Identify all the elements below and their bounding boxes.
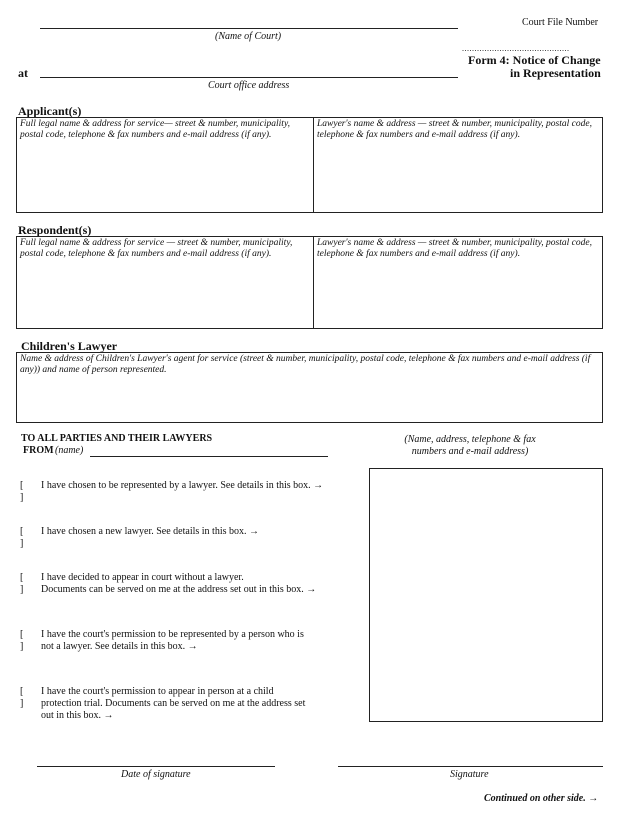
respondents-table — [16, 236, 603, 329]
right-caption-line2: numbers and e-mail address) — [411, 446, 529, 457]
respondent-lawyer-field[interactable] — [314, 237, 604, 261]
applicant-name-label: Full legal name & address for service— street & number, municipality, postal code, telephone & fax numbers and e-mail address (if any). — [20, 119, 291, 140]
checkbox-non-lawyer-representative[interactable]: [ ] — [20, 629, 24, 652]
checkbox-represented-by-lawyer[interactable]: [ ] — [20, 480, 24, 503]
date-of-signature-line[interactable] — [37, 766, 275, 767]
applicant-lawyer-field[interactable] — [314, 118, 604, 142]
court-file-number-label: Court File Number — [522, 17, 599, 28]
signature-line[interactable] — [338, 766, 603, 767]
at-label: at — [18, 66, 28, 80]
childrens-lawyer-label: Name & address of Children's Lawyer's agent for service (street & number, municipality, postal code, telephone & fax numbers and e-mail address (if any)) and name of person represented. — [20, 354, 591, 375]
applicants-title: Applicant(s) — [18, 104, 82, 118]
option-text: I have the court's permission to be represented by a person who is — [41, 629, 304, 640]
option-text: I have chosen to be represented by a lawyer. See details in this box. → — [41, 480, 324, 491]
option-text: I have the court's permission to appear in person at a child — [41, 686, 274, 697]
continued-note: Continued on other side. → — [484, 793, 599, 804]
court-office-address-caption: Court office address — [208, 80, 290, 91]
option-text: protection trial. Documents can be served on me at the address set — [41, 698, 306, 709]
checkbox-new-lawyer[interactable]: [ ] — [20, 526, 24, 549]
form-title-line1: Form 4: Notice of Change — [468, 53, 601, 67]
form-title-line2: in Representation — [510, 66, 601, 80]
date-of-signature-caption: Date of signature — [121, 769, 191, 780]
option-text: I have decided to appear in court without a lawyer. — [41, 572, 244, 583]
respondent-name-field[interactable] — [17, 237, 315, 261]
court-office-address-line[interactable] — [40, 77, 458, 78]
checkbox-appear-in-person[interactable]: [ ] — [20, 686, 24, 709]
childrens-lawyer-title: Children's Lawyer — [21, 339, 118, 353]
to-all-parties-heading: TO ALL PARTIES AND THEIR LAWYERS — [21, 433, 213, 444]
option-text: not a lawyer. See details in this box. → — [41, 641, 198, 652]
right-caption-line1: (Name, address, telephone & fax — [404, 434, 536, 445]
name-of-court-line[interactable] — [40, 28, 458, 29]
respondent-name-label: Full legal name & address for service — street & number, municipality, postal code, telephone & fax numbers and e-mail address (if any). — [20, 238, 293, 259]
checkbox-without-lawyer[interactable]: [ ] — [20, 572, 24, 595]
signature-caption: Signature — [450, 769, 489, 780]
respondent-lawyer-label: Lawyer's name & address — street & number, municipality, postal code, telephone & fax numbers and e-mail address (if any). — [317, 238, 592, 259]
respondents-title: Respondent(s) — [18, 223, 92, 237]
court-file-number-line[interactable]: ........................................... — [462, 44, 570, 53]
option-text: I have chosen a new lawyer. See details in this box. → — [41, 526, 259, 537]
option-text: out in this box. → — [41, 710, 114, 721]
from-label: FROM — [23, 445, 54, 456]
name-of-court-caption: (Name of Court) — [215, 31, 282, 42]
from-name-caption: (name) — [55, 445, 84, 456]
option-text: Documents can be served on me at the address set out in this box. → — [41, 584, 317, 595]
from-name-line[interactable] — [90, 456, 328, 457]
applicant-name-field[interactable] — [17, 118, 315, 142]
applicants-table — [16, 117, 603, 213]
applicant-lawyer-label: Lawyer's name & address — street & number, municipality, postal code, telephone & fax numbers and e-mail address (if any). — [317, 119, 592, 140]
details-box[interactable] — [369, 468, 603, 722]
childrens-lawyer-field[interactable] — [16, 352, 603, 423]
